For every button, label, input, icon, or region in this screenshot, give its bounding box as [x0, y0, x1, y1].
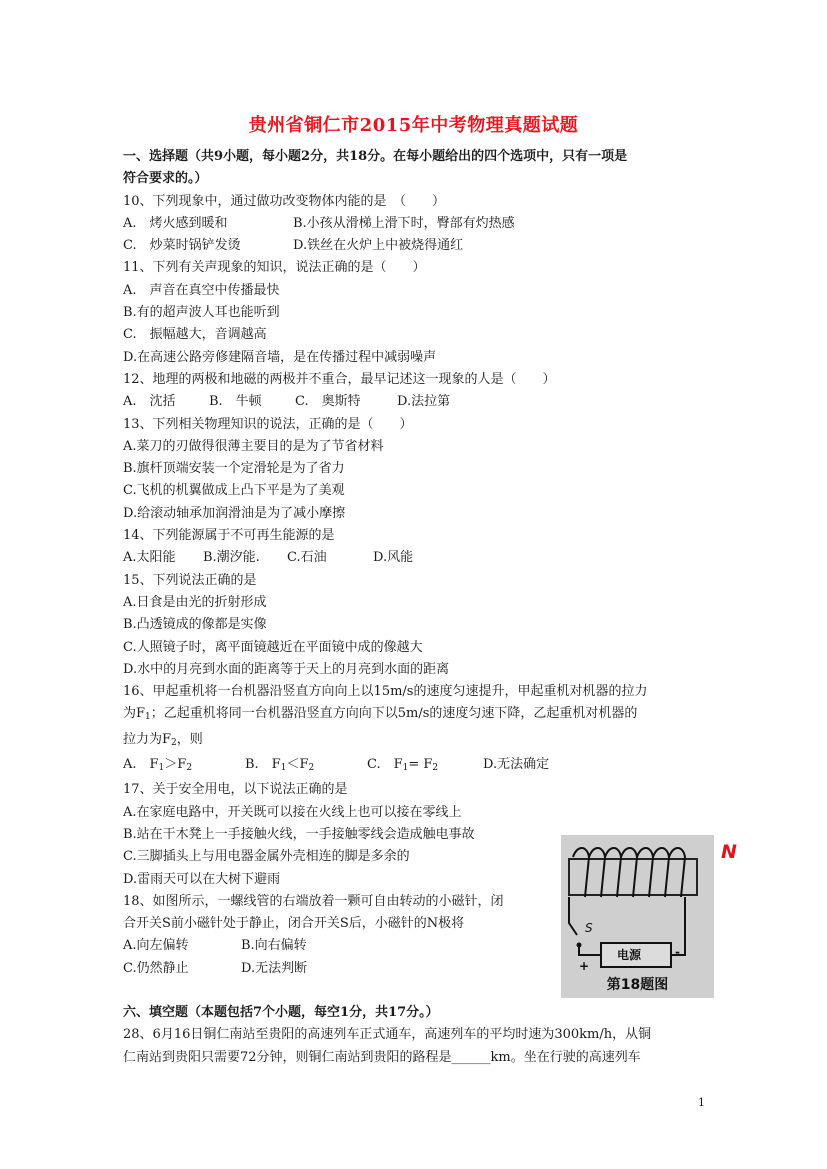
q12-option-a: A. 沈括: [123, 394, 176, 410]
q16-stem-cont2: [123, 729, 713, 754]
switch-contact: [577, 943, 582, 948]
q18-stem-cont: 合开关S前小磁针处于静止，闭合开关S后，小磁针的N极将: [123, 916, 465, 932]
q14-options: [123, 547, 713, 569]
q10-options-row1: [123, 213, 713, 235]
q10-option-a: A. 烤火感到暖和: [123, 215, 228, 231]
q14-option-c: C.石油: [287, 550, 327, 566]
q14-option-a: A.太阳能: [123, 550, 176, 566]
q16-option-c-text: C. F: [367, 757, 403, 773]
q17-option-d: D.雷雨天可以在大树下避雨: [123, 871, 281, 887]
q18-stem: 18、如图所示，一螺线管的右端放着一颗可自由转动的小磁针，闭: [123, 893, 504, 909]
q18-option-d: D.无法判断: [241, 960, 308, 976]
q16-option-b-sub2: 2: [308, 763, 315, 774]
q16-options: [123, 754, 713, 779]
q18-option-a: A.向左偏转: [123, 938, 189, 954]
q16-text: ，则: [176, 731, 203, 747]
q28-stem-cont: 仁南站到贵阳只需要72分钟，则铜仁南站到贵阳的路程是______km。坐在行驶的高速列车: [123, 1049, 641, 1065]
q16-option-a: [123, 754, 245, 779]
q16-option-c-text: = F: [408, 757, 433, 773]
compass-n-label: N: [721, 841, 737, 863]
solenoid-coil: [573, 848, 685, 897]
q11-option-c: C. 振幅越大，音调越高: [123, 327, 267, 343]
minus-terminal-label: -: [675, 945, 680, 959]
q17-option-a: A.在家庭电路中，开关既可以接在火线上也可以接在零线上: [123, 804, 462, 820]
q18-figure: [561, 835, 737, 998]
q10-option-c: C. 炒菜时锅铲发烫: [123, 238, 241, 254]
q18-option-c: C.仍然静止: [123, 960, 189, 976]
q10-options-row2: [123, 235, 713, 257]
q15-option-a: A.日食是由光的折射形成: [123, 594, 267, 610]
q16-option-c-sub2: 2: [432, 763, 439, 774]
section1-heading: 一、选择题（共9小题，每小题2分，共18分。在每小题给出的四个选项中，只有一项是: [123, 149, 628, 164]
q16-stem: 16、甲起重机将一台机器沿竖直方向向上以15m/s的速度匀速提升，甲起重机对机器的拉力: [123, 684, 648, 700]
q16-option-a-text: A. F: [123, 757, 159, 773]
q11-option-a: A. 声音在真空中传播最快: [123, 282, 280, 298]
q15-option-c: C.人照镜子时，离平面镜越近在平面镜中成的像越大: [123, 639, 423, 655]
q12-options: [123, 391, 713, 413]
q15-stem: 15、下列说法正确的是: [123, 572, 257, 588]
q12-option-d: D.法拉第: [397, 394, 451, 410]
q14-option-d: D.风能: [373, 550, 414, 566]
q16-option-a-sub1: 1: [158, 763, 165, 774]
q13-option-b: B.旗杆顶端安装一个定滑轮是为了省力: [123, 461, 345, 477]
q10-stem: 10、下列现象中，通过做功改变物体内能的是 （ ）: [123, 193, 446, 209]
q14-option-b: B.潮汐能.: [203, 550, 260, 566]
q15-option-d: D.水中的月亮到水面的距离等于天上的月亮到水面的距离: [123, 661, 450, 677]
q11-stem: 11、下列有关声现象的知识，说法正确的是（ ）: [123, 260, 426, 276]
q16-option-b-text: ＜F: [286, 757, 309, 773]
q16-option-b-text: B. F: [245, 757, 281, 773]
q12-option-c: C. 奥斯特: [295, 394, 361, 410]
q16-stem-cont1: [123, 703, 713, 728]
q13-option-d: D.给滚动轴承加润滑油是为了减小摩擦: [123, 505, 346, 521]
q16-text: ；乙起重机将同一台机器沿竖直方向向下以5m/s的速度匀速下降，乙起重机对机器的: [150, 706, 638, 722]
page-number: 1: [698, 1096, 705, 1109]
q16-option-c: [367, 754, 483, 779]
q10-option-b: B.小孩从滑梯上滑下时，臀部有灼热感: [293, 215, 515, 231]
q16-text: 拉力为F: [123, 731, 172, 747]
q17-option-c: C.三脚插头上与用电器金属外壳相连的脚是多余的: [123, 849, 410, 865]
q16-text: 为F: [123, 706, 146, 722]
q17-option-b: B.站在干木凳上一手接触火线，一手接触零线会造成触电事故: [123, 826, 475, 842]
switch-label: S: [585, 921, 593, 935]
section1-heading-cont: 符合要求的。）: [123, 171, 208, 187]
q10-option-d: D.铁丝在火炉上中被烧得通红: [293, 238, 464, 254]
q12-stem: 12、地理的两极和地磁的两极并不重合，最早记述这一现象的人是（ ）: [123, 371, 556, 387]
page-title: 贵州省铜仁市2015年中考物理真题试题: [248, 115, 579, 136]
q16-option-c-sub1: 1: [402, 763, 409, 774]
q16-option-a-text: ＞F: [164, 757, 187, 773]
q18-option-b: B.向右偏转: [241, 938, 307, 954]
q16-option-b-sub1: 1: [280, 763, 287, 774]
q11-option-b: B.有的超声波人耳也能听到: [123, 305, 280, 321]
q16-option-d: D.无法确定: [483, 757, 550, 773]
q17-stem: 17、关于安全用电，以下说法正确的是: [123, 782, 348, 798]
q16-sub: 2: [171, 737, 177, 748]
q13-stem: 13、下列相关物理知识的说法，正确的是（ ）: [123, 416, 413, 432]
q15-option-b: B.凸透镜成的像都是实像: [123, 617, 267, 633]
q14-stem: 14、下列能源属于不可再生能源的是: [123, 528, 335, 544]
q11-option-d: D.在高速公路旁修建隔音墙，是在传播过程中减弱噪声: [123, 349, 437, 365]
q16-option-a-sub2: 2: [186, 763, 193, 774]
plus-terminal-label: +: [579, 959, 590, 973]
q13-option-c: C.飞机的机翼做成上凸下平是为了美观: [123, 483, 345, 499]
q12-option-b: B. 牛顿: [209, 394, 262, 410]
q13-option-a: A.菜刀的刃做得很薄主要目的是为了节省材料: [123, 438, 384, 454]
q16-sub: 1: [145, 712, 151, 723]
q16-option-b: [245, 754, 367, 779]
section6-heading: 六、填空题（本题包括7个小题，每空1分，共17分。）: [123, 1004, 439, 1020]
q28-stem: 28、6月16日铜仁南站至贵阳的高速列车正式通车，高速列车的平均时速为300km/h，从铜: [123, 1027, 652, 1043]
power-source-label: 电源: [617, 948, 642, 962]
figure-caption: 第18题图: [606, 977, 669, 993]
